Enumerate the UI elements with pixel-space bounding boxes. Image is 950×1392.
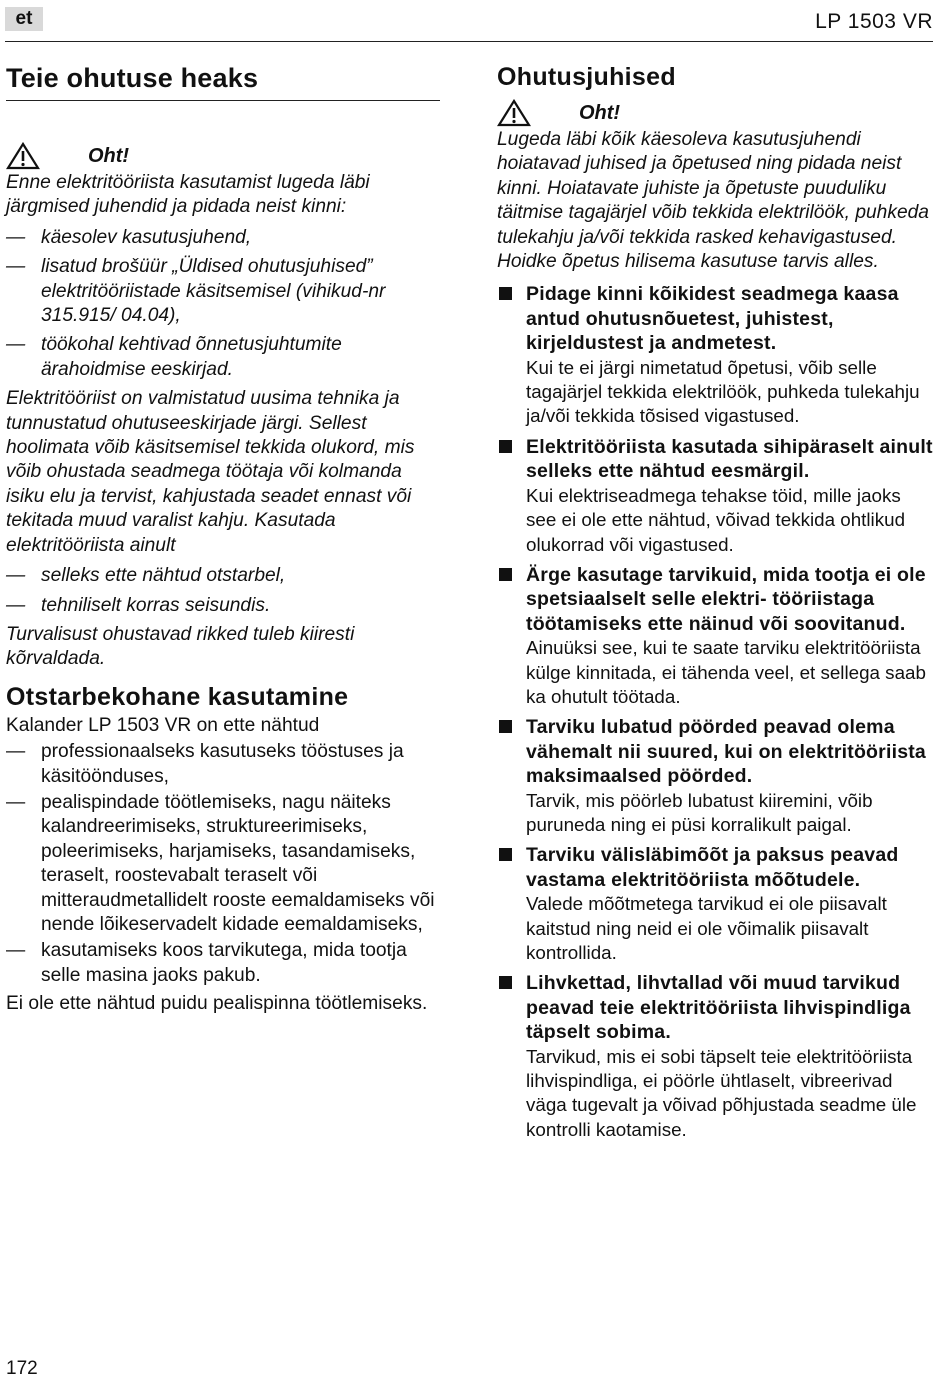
- warning-row: [6, 141, 442, 171]
- safety-item-title: Tarviku välisläbimõõt ja paksus peavad vastama elektritööriista mõõtudele.: [526, 844, 899, 891]
- list-item: — tehniliselt korras seisundis.: [6, 594, 442, 618]
- safety-item-title: Elektritööriista kasutada sihipäraselt ainult selleks ette nähtud eesmärgil.: [526, 435, 933, 483]
- bullet-square-icon: [499, 568, 512, 581]
- safety-body: Elektritööriist on valmistatud uusima tehnika ja tunnustatud ohutuseeskirjade järgi. Sellest hoolimata võib käsitsemisel tekkida olukord, mis võib ohustada seadmega töötaja või kolmanda isiku elu ja tervist, kahjustada seadet ennast või tekitada muud varalist kahju. Kasutada elektritööriista ainult: [6, 388, 415, 556]
- safety-instructions-intro: Lugeda läbi kõik käesoleva kasutusjuhendi hoiatavad juhised ja õpetused ning pidada neist kinni. Hoiatavate juhiste ja õpetuste puuduliku täitmise tagajärjel võib tekkida elektrilöök, puhkeda tulekahju ja/või tekkida rasked kehavigastused. Hoidke õpetus hilisema kasutuse tarvis alles.: [497, 129, 929, 273]
- safety-item: [497, 563, 934, 709]
- language-badge: et: [5, 7, 43, 31]
- safety-item-body: Kui te ei järgi nimetatud õpetusi, võib selle tagajärjel tekkida elektrilöök, puhkeda tulekahju ja/või tekkida tõsised vigastused.: [526, 356, 920, 427]
- safety-item: [497, 971, 934, 1142]
- safety-item-body: Tarvik, mis pöörleb lubatust kiiremini, võib puruneda ning ei püsi korralikult paigal.: [526, 789, 873, 835]
- bullet-square-icon: [499, 848, 512, 861]
- safety-item: [497, 435, 934, 557]
- list-item: — kasutamiseks koos tarvikutega, mida tootja selle masina jaoks pakub.: [6, 939, 442, 988]
- list-item: — selleks ette nähtud otstarbel,: [6, 564, 442, 588]
- safety-item-body: Tarvikud, mis ei sobi täpselt teie elektritööriista lihvispindliga, ei pöörle ühtlaselt, vibreerivad väga tugevalt ja võivad põhjustada seadme üle kontrolli kaotamise.: [526, 1045, 917, 1140]
- bullet-square-icon: [499, 287, 512, 300]
- list-item: — pealispindade töötlemiseks, nagu näiteks kalandreerimiseks, struktureerimiseks, poleerimiseks, harjamiseks, tasandamiseks, teraselt, roostevabalt teraselt või mitteraudmetallidelt rooste eemaldamiseks või nende lõikeservadelt kidade eemaldamiseks,: [6, 791, 442, 937]
- safety-closing: Turvalisust ohustavad rikked tuleb kiiresti kõrvaldada.: [6, 623, 355, 670]
- use-list: [6, 564, 442, 618]
- safety-item-title: Tarviku lubatud pöörded peavad olema vähemalt nii suured, kui on elektritööriista maksimaalsed pöörded.: [526, 716, 926, 788]
- intended-use-list: [6, 740, 442, 988]
- list-item: — töökohal kehtivad õnnetusjuhtumite ärahoidmise eeskirjad.: [6, 333, 442, 382]
- title-rule: [6, 100, 440, 101]
- safety-item-body: Valede mõõtmetega tarvikud ei ole piisavalt kaitstud ning neid ei ole võimalik piisavalt kontrollida.: [526, 893, 887, 963]
- list-item: — professionaalseks kasutuseks tööstuses ja käsitöönduses,: [6, 740, 442, 789]
- right-column: [497, 56, 934, 1142]
- safety-item-title: Pidage kinni kõikidest seadmega kaasa antud ohutusnõuetest, juhistest, kirjeldustest ja andmetest.: [526, 283, 899, 355]
- page-title: Teie ohutuse heaks: [6, 63, 259, 93]
- safety-item-title: Ärge kasutage tarvikuid, mida tootja ei ole spetsiaalselt selle elektri- tööriistaga töötamiseks ette näinud või soovitanud.: [526, 563, 926, 635]
- section-title-intended-use: Otstarbekohane kasutamine: [6, 682, 349, 711]
- warning-label: Oht!: [579, 101, 621, 124]
- list-item: — käesolev kasutusjuhend,: [6, 226, 442, 250]
- bullet-square-icon: [499, 440, 512, 453]
- safety-item: [497, 715, 934, 837]
- intro-list: [6, 226, 442, 382]
- left-column: [6, 56, 442, 1017]
- model-label: LP 1503 VR: [815, 10, 933, 33]
- warning-label: Oht!: [88, 144, 130, 167]
- intended-use-closing: Ei ole ette nähtud puidu pealispinna töötlemiseks.: [6, 993, 428, 1015]
- section-title-safety: Ohutusjuhised: [497, 63, 676, 91]
- safety-intro: Enne elektritööriista kasutamist lugeda läbi järgmised juhendid ja pidada neist kinni:: [6, 172, 370, 218]
- safety-item-body: Ainuüksi see, kui te saate tarviku elektritööriista külge kinnitada, ei tähenda veel, et sellega saab ka ohutult töötada.: [526, 637, 926, 707]
- warning-row: [497, 98, 934, 128]
- safety-item: [497, 843, 934, 965]
- safety-item-title: Lihvkettad, lihvtallad või muud tarvikud peavad teie elektritööriista lihvispindliga täpselt sobima.: [526, 972, 911, 1044]
- intended-use-intro: Kalander LP 1503 VR on ette nähtud: [6, 714, 320, 736]
- warning-triangle-icon: [497, 99, 531, 127]
- list-item: — lisatud brošüür „Üldised ohutusjuhised” elektritööriistade käsitsemisel (vihikud-nr 315.915/ 04.04),: [6, 255, 442, 328]
- bullet-square-icon: [499, 720, 512, 733]
- safety-item: [497, 282, 934, 428]
- warning-triangle-icon: [6, 142, 40, 170]
- page-number: 172: [6, 1358, 38, 1379]
- safety-item-body: Kui elektriseadmega tehakse töid, mille jaoks see ei ole ette nähtud, võivad tekkida ohtlikud olukorrad või vigastused.: [526, 484, 906, 555]
- header-rule: [5, 41, 933, 42]
- bullet-square-icon: [499, 976, 512, 989]
